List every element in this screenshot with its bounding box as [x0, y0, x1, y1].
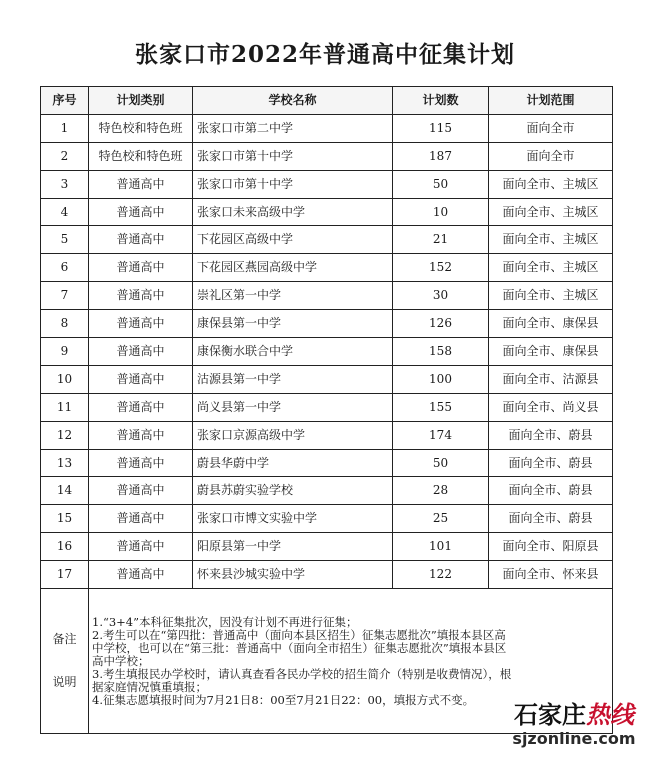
note-line: 4.征集志愿填报时间为7月21日8：00至7月21日22：00，填报方式不变。	[92, 692, 475, 707]
table-row	[41, 365, 613, 393]
row-plan-scope: 面向全市、蔚县	[489, 477, 613, 505]
row-school-name: 张家口市博文实验中学	[193, 505, 393, 533]
row-plan-count: 155	[393, 393, 489, 421]
table-row	[41, 254, 613, 282]
row-plan-type: 普通高中	[89, 170, 193, 198]
header-school-name: 学校名称	[193, 87, 393, 115]
row-school-name: 康保衡水联合中学	[193, 338, 393, 366]
row-plan-count: 100	[393, 365, 489, 393]
row-plan-type: 普通高中	[89, 561, 193, 589]
row-plan-count: 126	[393, 310, 489, 338]
table-header-row	[41, 87, 613, 115]
watermark-url: sjzonline.com	[512, 729, 636, 748]
row-index: 12	[41, 421, 89, 449]
row-plan-count: 10	[393, 198, 489, 226]
row-plan-type: 普通高中	[89, 282, 193, 310]
row-plan-scope: 面向全市	[489, 114, 613, 142]
row-index: 11	[41, 393, 89, 421]
row-index: 7	[41, 282, 89, 310]
row-plan-scope: 面向全市、怀来县	[489, 561, 613, 589]
row-school-name: 崇礼区第一中学	[193, 282, 393, 310]
row-index: 3	[41, 170, 89, 198]
row-plan-type: 普通高中	[89, 449, 193, 477]
header-plan-scope: 计划范围	[489, 87, 613, 115]
row-school-name: 张家口未来高级中学	[193, 198, 393, 226]
row-plan-scope: 面向全市、阳原县	[489, 533, 613, 561]
header-index: 序号	[41, 87, 89, 115]
row-plan-count: 50	[393, 170, 489, 198]
table-row	[41, 170, 613, 198]
table-row	[41, 142, 613, 170]
row-plan-scope: 面向全市、主城区	[489, 198, 613, 226]
row-plan-type: 普通高中	[89, 254, 193, 282]
row-plan-count: 101	[393, 533, 489, 561]
row-plan-scope: 面向全市、主城区	[489, 254, 613, 282]
row-plan-scope: 面向全市、蔚县	[489, 505, 613, 533]
row-plan-type: 普通高中	[89, 365, 193, 393]
row-index: 15	[41, 505, 89, 533]
table-row	[41, 282, 613, 310]
note-line: 2.考生可以在“第四批：普通高中（面向本县区招生）征集志愿批次”填报本县区高	[92, 627, 506, 642]
row-plan-scope: 面向全市、蔚县	[489, 449, 613, 477]
row-school-name: 沽源县第一中学	[193, 365, 393, 393]
watermark-brand	[504, 700, 644, 730]
notes-label	[41, 589, 89, 734]
table-row	[41, 421, 613, 449]
page-title: 张家口市2022年普通高中征集计划	[134, 41, 515, 68]
row-school-name: 张家口市第二中学	[193, 114, 393, 142]
row-plan-scope: 面向全市、康保县	[489, 338, 613, 366]
row-school-name: 阳原县第一中学	[193, 533, 393, 561]
table-row	[41, 505, 613, 533]
note-line: 3.考生填报民办学校时，请认真查看各民办学校的招生简介（特别是收费情况），根	[92, 666, 512, 681]
row-plan-count: 50	[393, 449, 489, 477]
row-plan-scope: 面向全市、沽源县	[489, 365, 613, 393]
row-index: 16	[41, 533, 89, 561]
row-plan-count: 152	[393, 254, 489, 282]
row-plan-count: 174	[393, 421, 489, 449]
enrollment-plan-table	[40, 86, 613, 734]
row-school-name: 张家口市第十中学	[193, 170, 393, 198]
row-school-name: 康保县第一中学	[193, 310, 393, 338]
row-school-name: 下花园区高级中学	[193, 226, 393, 254]
table-row	[41, 561, 613, 589]
row-plan-scope: 面向全市、蔚县	[489, 421, 613, 449]
row-index: 10	[41, 365, 89, 393]
header-plan-count: 计划数	[393, 87, 489, 115]
row-index: 13	[41, 449, 89, 477]
table-row	[41, 198, 613, 226]
row-school-name: 怀来县沙城实验中学	[193, 561, 393, 589]
row-plan-count: 21	[393, 226, 489, 254]
row-plan-type: 普通高中	[89, 338, 193, 366]
table-row	[41, 449, 613, 477]
row-plan-count: 115	[393, 114, 489, 142]
row-plan-scope: 面向全市	[489, 142, 613, 170]
table-row	[41, 226, 613, 254]
row-school-name: 尚义县第一中学	[193, 393, 393, 421]
row-index: 9	[41, 338, 89, 366]
row-plan-type: 普通高中	[89, 198, 193, 226]
row-school-name: 蔚县华蔚中学	[193, 449, 393, 477]
row-plan-count: 158	[393, 338, 489, 366]
note-line: 中学校，也可以在“第三批：普通高中（面向全市招生）征集志愿批次”填报本县区	[92, 640, 507, 655]
notes-label-line: 说明	[52, 675, 77, 690]
row-plan-count: 28	[393, 477, 489, 505]
row-index: 1	[41, 114, 89, 142]
notes-label-line: 备注	[52, 632, 77, 647]
row-plan-scope: 面向全市、主城区	[489, 282, 613, 310]
row-plan-type: 普通高中	[89, 533, 193, 561]
row-plan-type: 普通高中	[89, 310, 193, 338]
site-watermark	[504, 700, 644, 748]
row-index: 14	[41, 477, 89, 505]
row-plan-count: 25	[393, 505, 489, 533]
row-school-name: 下花园区燕园高级中学	[193, 254, 393, 282]
row-plan-count: 122	[393, 561, 489, 589]
row-school-name: 张家口市第十中学	[193, 142, 393, 170]
row-plan-type: 特色校和特色班	[89, 114, 193, 142]
row-school-name: 蔚县苏蔚实验学校	[193, 477, 393, 505]
row-index: 17	[41, 561, 89, 589]
row-plan-type: 普通高中	[89, 226, 193, 254]
table-row	[41, 477, 613, 505]
watermark-brand-accent: 热线	[586, 701, 634, 729]
row-index: 4	[41, 198, 89, 226]
note-line: 据家庭情况慎重填报；	[92, 679, 207, 694]
row-plan-scope: 面向全市、尚义县	[489, 393, 613, 421]
table-row	[41, 393, 613, 421]
row-plan-scope: 面向全市、康保县	[489, 310, 613, 338]
row-plan-type: 普通高中	[89, 505, 193, 533]
header-plan-type: 计划类别	[89, 87, 193, 115]
row-school-name: 张家口京源高级中学	[193, 421, 393, 449]
row-index: 5	[41, 226, 89, 254]
table-row	[41, 114, 613, 142]
row-plan-type: 普通高中	[89, 421, 193, 449]
table-row	[41, 533, 613, 561]
row-plan-scope: 面向全市、主城区	[489, 226, 613, 254]
table-row	[41, 310, 613, 338]
row-plan-count: 187	[393, 142, 489, 170]
row-index: 2	[41, 142, 89, 170]
row-plan-type: 普通高中	[89, 393, 193, 421]
row-plan-count: 30	[393, 282, 489, 310]
note-line: 高中学校；	[92, 653, 150, 668]
note-line: 1.“3+4”本科征集批次，因没有计划不再进行征集；	[92, 614, 358, 629]
row-index: 8	[41, 310, 89, 338]
table-row	[41, 338, 613, 366]
row-plan-type: 特色校和特色班	[89, 142, 193, 170]
row-plan-type: 普通高中	[89, 477, 193, 505]
watermark-brand-main: 石家庄	[514, 701, 586, 729]
row-plan-scope: 面向全市、主城区	[489, 170, 613, 198]
row-index: 6	[41, 254, 89, 282]
